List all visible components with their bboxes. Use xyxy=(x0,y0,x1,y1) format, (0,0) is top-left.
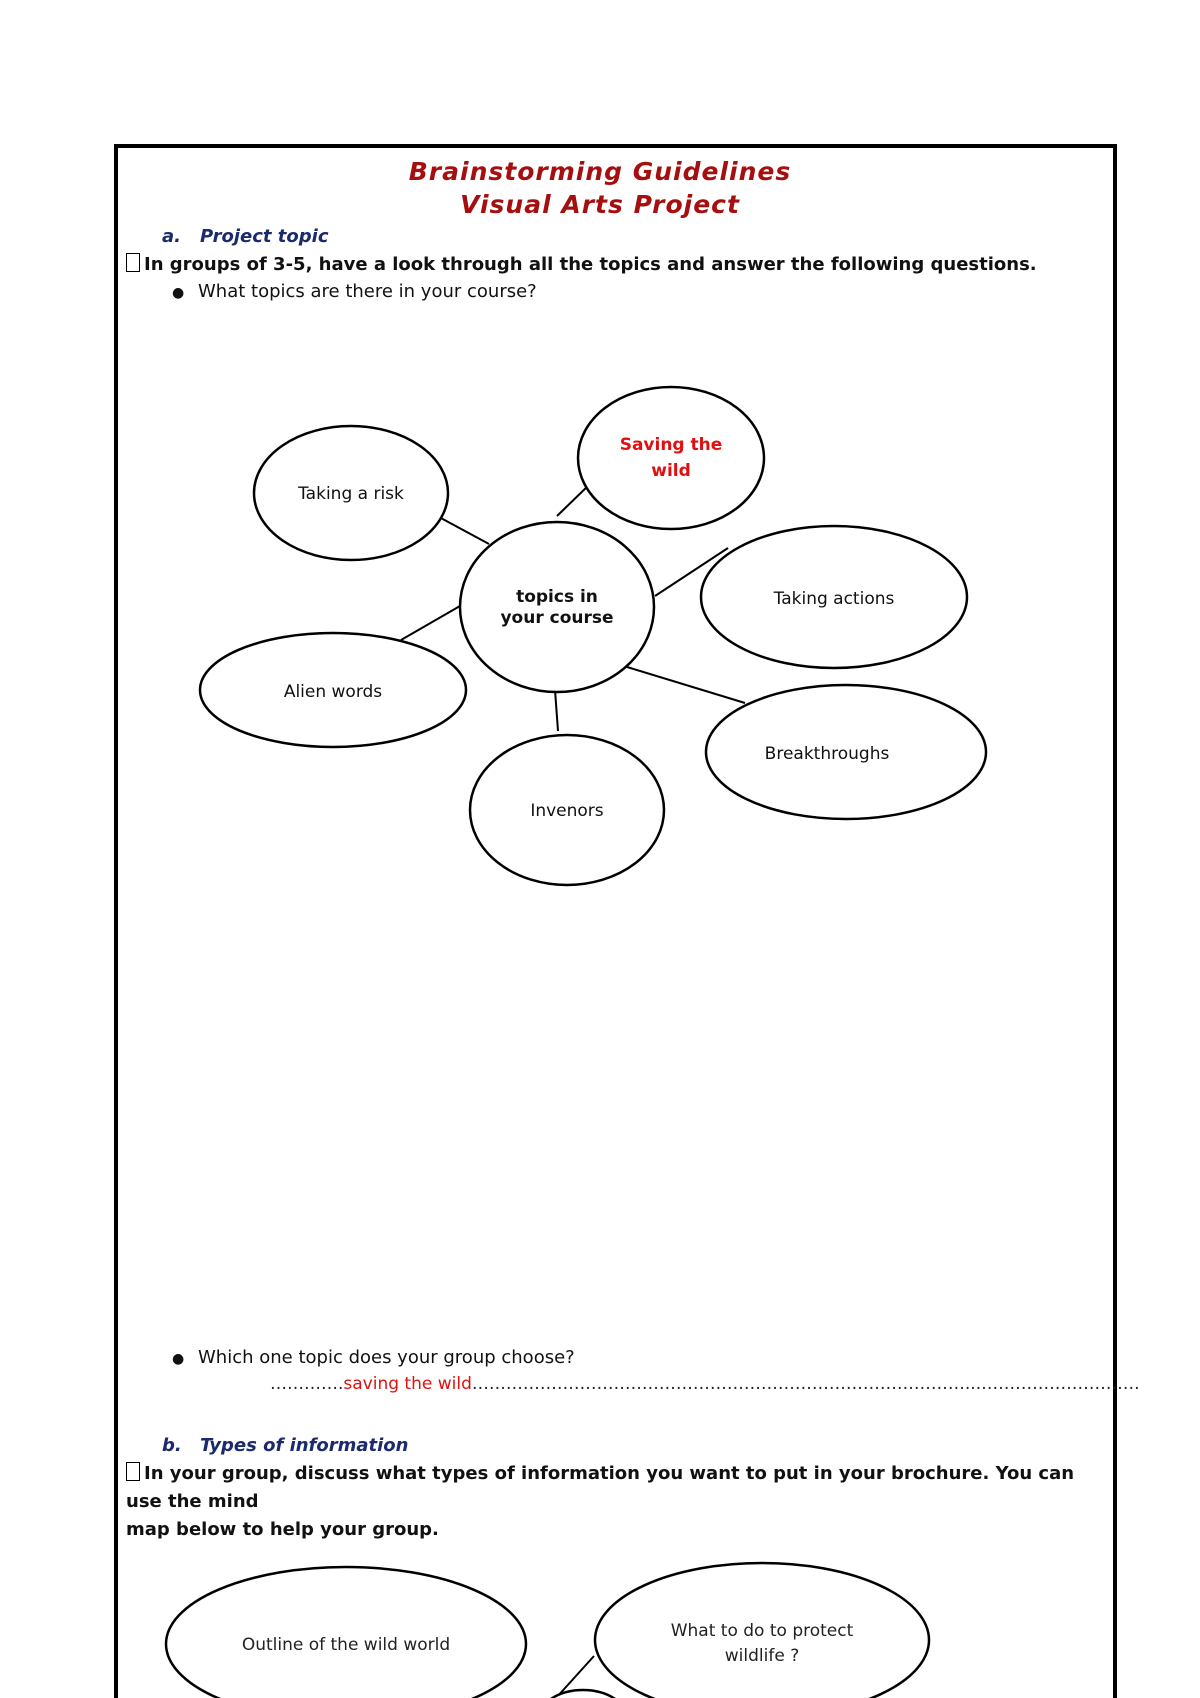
alien-label: Alien words xyxy=(283,682,383,702)
breakthroughs-label: Breakthroughs xyxy=(764,744,890,764)
outline-label: Outline of the wild world xyxy=(241,1635,451,1655)
saving-label-1: Saving the xyxy=(619,435,723,455)
answer-prefix: …………. xyxy=(270,1374,344,1394)
section-b-instruction-line-2: map below to help your group. xyxy=(126,1519,439,1540)
section-b-letter: b. xyxy=(162,1435,182,1456)
bullet-icon: ● xyxy=(172,1351,185,1367)
answer-suffix: ……………………………………………………………………………...………………………. xyxy=(471,1374,1140,1394)
section-b-title: Types of information xyxy=(200,1435,409,1456)
saving-label-2: wild xyxy=(651,461,691,481)
center-label-2: your course xyxy=(500,608,614,628)
answer-value: saving the wild xyxy=(343,1374,472,1394)
risk-label: Taking a risk xyxy=(298,484,404,504)
title-line-1: Brainstorming Guidelines xyxy=(408,157,792,186)
question-2-text: Which one topic does your group choose? xyxy=(198,1347,575,1368)
invenors-label: Invenors xyxy=(530,801,604,821)
section-a-title: Project topic xyxy=(200,226,329,247)
section-a-letter: a. xyxy=(162,226,181,247)
node-partial-bottom xyxy=(538,1690,628,1698)
center-label-1: topics in xyxy=(516,587,598,607)
node-outline-wild-world xyxy=(166,1567,526,1698)
question-1-text: What topics are there in your course? xyxy=(198,281,537,302)
section-b-instruction-line-1: In your group, discuss what types of information you want to put in your brochure. You can use the mind xyxy=(126,1463,1075,1512)
actions-label: Taking actions xyxy=(773,589,895,609)
section-a-instruction-text: In groups of 3-5, have a look through all the topics and answer the following questions. xyxy=(144,254,1037,275)
title-line-2: Visual Arts Project xyxy=(460,190,740,219)
protect-label-2: wildlife ? xyxy=(724,1646,800,1666)
bullet-icon: ● xyxy=(172,285,185,301)
protect-label-1: What to do to protect xyxy=(670,1621,854,1641)
